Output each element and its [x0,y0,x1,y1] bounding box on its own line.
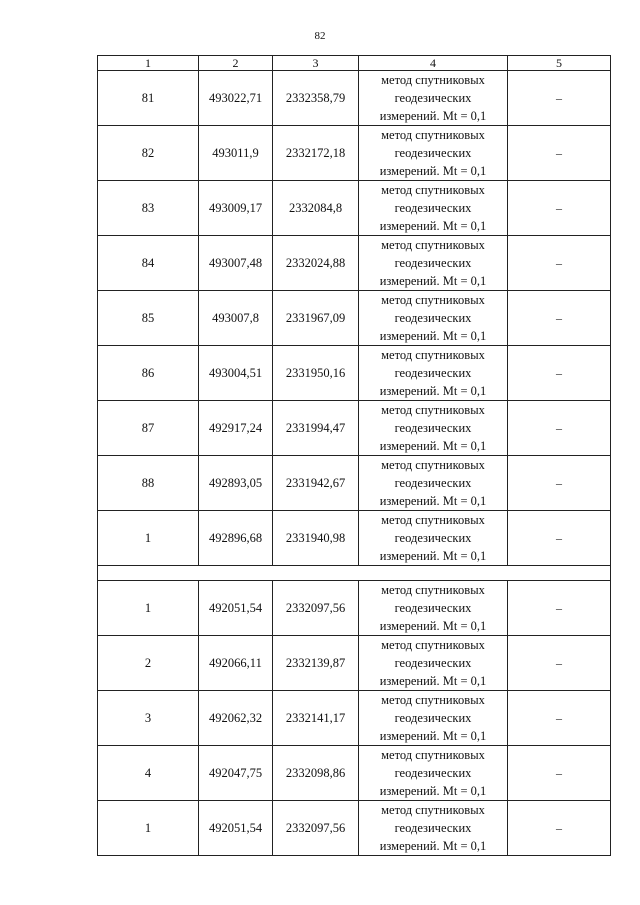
column-header-5: 5 [508,56,611,71]
accuracy-dash-cell: – [508,581,611,636]
method-text-line1: метод спутниковых [381,803,485,817]
y-coordinate-cell: 2332139,87 [273,636,359,691]
y-coordinate-cell: 2332084,8 [273,181,359,236]
method-text-line2: геодезических [394,146,472,160]
header-row [98,56,611,71]
y-coordinate-cell: 2331942,67 [273,456,359,511]
point-number-cell: 4 [98,746,199,801]
y-coordinate-cell: 2332097,56 [273,801,359,856]
point-number-cell: 3 [98,691,199,746]
point-number-cell: 1 [98,581,199,636]
table-row [98,511,611,566]
table-row [98,401,611,456]
method-cell [359,291,508,346]
method-text-line2: геодезических [394,476,472,490]
method-cell [359,181,508,236]
x-coordinate-cell: 492047,75 [199,746,273,801]
method-text-line1: метод спутниковых [381,458,485,472]
method-text-line3: измерений. Mt = 0,1 [379,549,487,563]
method-cell [359,126,508,181]
method-text-line3: измерений. Mt = 0,1 [379,674,487,688]
method-text-line2: геодезических [394,91,472,105]
method-text-line1: метод спутниковых [381,73,485,87]
method-cell [359,401,508,456]
accuracy-dash-cell: – [508,401,611,456]
table-row [98,291,611,346]
page-number: 82 [314,30,326,42]
x-coordinate-cell: 493022,71 [199,71,273,126]
column-header-3: 3 [273,56,359,71]
accuracy-dash-cell: – [508,291,611,346]
method-text-line3: измерений. Mt = 0,1 [379,784,487,798]
x-coordinate-cell: 492062,32 [199,691,273,746]
method-text-line2: геодезических [394,256,472,270]
method-text-line1: метод спутниковых [381,348,485,362]
x-coordinate-cell: 492917,24 [199,401,273,456]
method-cell [359,801,508,856]
coordinates-table [97,55,611,856]
table-row [98,71,611,126]
table-row [98,691,611,746]
table-row [98,801,611,856]
point-number-cell: 83 [98,181,199,236]
accuracy-dash-cell: – [508,746,611,801]
method-cell [359,71,508,126]
method-cell [359,636,508,691]
table-row [98,456,611,511]
table-row [98,346,611,401]
method-cell [359,581,508,636]
x-coordinate-cell: 493007,48 [199,236,273,291]
separator-cell [98,566,611,581]
method-text-line3: измерений. Mt = 0,1 [379,274,487,288]
point-number-cell: 2 [98,636,199,691]
method-text-line3: измерений. Mt = 0,1 [379,219,487,233]
y-coordinate-cell: 2331940,98 [273,511,359,566]
method-text-line3: измерений. Mt = 0,1 [379,164,487,178]
x-coordinate-cell: 493007,8 [199,291,273,346]
accuracy-dash-cell: – [508,71,611,126]
method-cell [359,456,508,511]
method-text-line1: метод спутниковых [381,513,485,527]
accuracy-dash-cell: – [508,636,611,691]
table-row [98,126,611,181]
method-text-line1: метод спутниковых [381,238,485,252]
point-number-cell: 1 [98,511,199,566]
accuracy-dash-cell: – [508,456,611,511]
method-text-line2: геодезических [394,821,472,835]
method-text-line1: метод спутниковых [381,403,485,417]
method-text-line3: измерений. Mt = 0,1 [379,839,487,853]
method-cell [359,346,508,401]
accuracy-dash-cell: – [508,511,611,566]
table-row [98,236,611,291]
column-header-1: 1 [98,56,199,71]
method-text-line2: геодезических [394,656,472,670]
y-coordinate-cell: 2332024,88 [273,236,359,291]
table-body [98,56,611,856]
method-text-line2: геодезических [394,421,472,435]
method-text-line2: геодезических [394,366,472,380]
x-coordinate-cell: 493004,51 [199,346,273,401]
method-text-line3: измерений. Mt = 0,1 [379,439,487,453]
method-text-line1: метод спутниковых [381,748,485,762]
method-text-line2: геодезических [394,201,472,215]
column-header-4: 4 [359,56,508,71]
table-row [98,181,611,236]
separator-row [98,566,611,581]
method-text-line2: геодезических [394,711,472,725]
table-row [98,636,611,691]
x-coordinate-cell: 492051,54 [199,581,273,636]
method-text-line2: геодезических [394,601,472,615]
method-text-line2: геодезических [394,531,472,545]
x-coordinate-cell: 492896,68 [199,511,273,566]
accuracy-dash-cell: – [508,181,611,236]
point-number-cell: 82 [98,126,199,181]
x-coordinate-cell: 492051,54 [199,801,273,856]
method-cell [359,691,508,746]
y-coordinate-cell: 2331994,47 [273,401,359,456]
point-number-cell: 1 [98,801,199,856]
point-number-cell: 88 [98,456,199,511]
method-text-line2: геодезических [394,766,472,780]
y-coordinate-cell: 2332141,17 [273,691,359,746]
point-number-cell: 87 [98,401,199,456]
accuracy-dash-cell: – [508,346,611,401]
method-cell [359,746,508,801]
y-coordinate-cell: 2331950,16 [273,346,359,401]
method-text-line3: измерений. Mt = 0,1 [379,619,487,633]
method-text-line1: метод спутниковых [381,293,485,307]
method-text-line3: измерений. Mt = 0,1 [379,384,487,398]
accuracy-dash-cell: – [508,801,611,856]
method-text-line2: геодезических [394,311,472,325]
column-header-2: 2 [199,56,273,71]
method-text-line1: метод спутниковых [381,583,485,597]
method-text-line3: измерений. Mt = 0,1 [379,729,487,743]
y-coordinate-cell: 2332358,79 [273,71,359,126]
y-coordinate-cell: 2332172,18 [273,126,359,181]
point-number-cell: 81 [98,71,199,126]
method-text-line3: измерений. Mt = 0,1 [379,329,487,343]
table-row [98,746,611,801]
x-coordinate-cell: 492893,05 [199,456,273,511]
method-text-line1: метод спутниковых [381,693,485,707]
y-coordinate-cell: 2332098,86 [273,746,359,801]
x-coordinate-cell: 492066,11 [199,636,273,691]
accuracy-dash-cell: – [508,236,611,291]
accuracy-dash-cell: – [508,691,611,746]
point-number-cell: 86 [98,346,199,401]
table-row [98,581,611,636]
y-coordinate-cell: 2332097,56 [273,581,359,636]
accuracy-dash-cell: – [508,126,611,181]
method-text-line3: измерений. Mt = 0,1 [379,494,487,508]
point-number-cell: 85 [98,291,199,346]
method-text-line3: измерений. Mt = 0,1 [379,109,487,123]
method-cell [359,236,508,291]
point-number-cell: 84 [98,236,199,291]
method-text-line1: метод спутниковых [381,638,485,652]
x-coordinate-cell: 493011,9 [199,126,273,181]
x-coordinate-cell: 493009,17 [199,181,273,236]
method-text-line1: метод спутниковых [381,128,485,142]
method-cell [359,511,508,566]
y-coordinate-cell: 2331967,09 [273,291,359,346]
method-text-line1: метод спутниковых [381,183,485,197]
